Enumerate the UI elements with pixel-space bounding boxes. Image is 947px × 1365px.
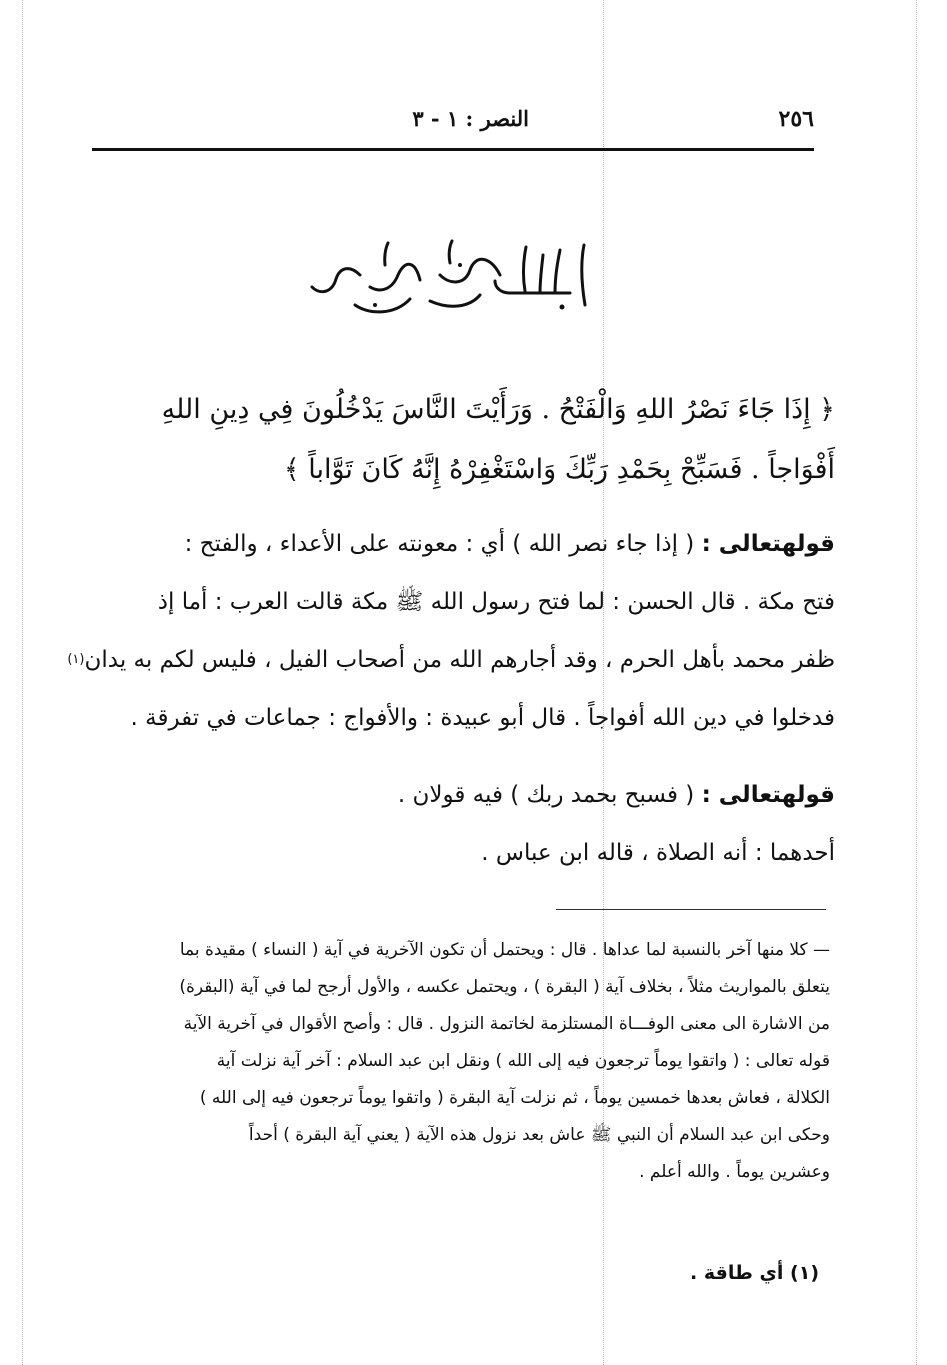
header-rule [92,148,814,151]
commentary-line: فتح مكة . قال الحسن : لما فتح رسول الله ﷺ مكة قالت العرب : أما إذ [157,589,835,615]
scan-dotted-line [22,0,23,1365]
page-number: ٢٥٦ [778,106,814,132]
footnote-line: يتعلق بالمواريث مثلاً ، بخلاف آية ( البقرة ) ، ويحتمل عكسه ، والأول أرجح لما في آية (البقرة) [179,977,830,997]
qawluhu-label: قولهتعالى : [701,782,835,808]
verse-line: أَفْوَاجاً . فَسَبِّحْ بِحَمْدِ رَبِّكَ وَاسْتَغْفِرْهُ إِنَّهُ كَانَ تَوَّاباً ﴾ [283,454,835,485]
footnote-rule [556,909,826,910]
footnote-line: قوله تعالى : ( واتقوا يوماً ترجعون فيه إلى الله ) ونقل ابن عبد السلام : آخر آية نزلت آية [216,1051,830,1071]
text: ( إذا جاء نصر الله ) أي : معونته على الأعداء ، والفتح : [184,531,695,557]
verse-line: ﴿ إِذَا جَاءَ نَصْرُ اللهِ وَالْفَتْحُ . وَرَأَيْتَ النَّاسَ يَدْخُلُونَ فِي دِينِ اللهِ [161,394,835,425]
scan-dotted-line [916,0,917,1365]
text: ( فسبح بحمد ربك ) فيه قولان . [397,782,695,808]
footnote-line: — كلا منها آخر بالنسبة لما عداها . قال : ويحتمل أن تكون الآخرية في آية ( النساء ) مقيدة بما [179,940,830,960]
footnote-marker: (١) [67,652,85,667]
qawluhu-label: قولهتعالى : [701,531,835,557]
commentary-line [67,631,835,689]
running-title: النصر : ١ - ٣ [412,106,529,131]
footnote-line: الكلالة ، فعاش بعدها خمسين يوماً ، ثم نزلت آية البقرة ( واتقوا يوماً ترجعون فيه إلى الله ) [199,1088,830,1108]
commentary-line: أحدهما : أنه الصلاة ، قاله ابن عباس . [481,840,835,866]
text: ظفر محمد بأهل الحرم ، وقد أجارهم الله من أصحاب الفيل ، فليس لكم به يدان [84,647,835,673]
commentary-line: فدخلوا في دين الله أفواجاً . قال أبو عبيدة : والأفواج : جماعات في تفرقة . [130,705,835,731]
footnote-line: وحكى ابن عبد السلام أن النبي ﷺ عاش بعد نزول هذه الآية ( يعني آية البقرة ) أحداً [248,1125,830,1145]
commentary-line [95,766,835,824]
commentary-second [95,766,835,882]
basmala-calligraphy [300,235,600,320]
commentary [67,515,835,747]
footnote-line: وعشرين يوماً . والله أعلم . [639,1162,830,1182]
footnote-1: (١) أي طاقة . [690,1262,819,1284]
footnotes [95,932,830,1191]
quran-verse [95,380,835,500]
commentary-line [95,515,835,573]
page-header [92,100,814,140]
footnote-line: من الاشارة الى معنى الوفـــاة المستلزمة لخاتمة النزول . قال : وأصح الأقوال في آخرية الآية [183,1014,830,1034]
